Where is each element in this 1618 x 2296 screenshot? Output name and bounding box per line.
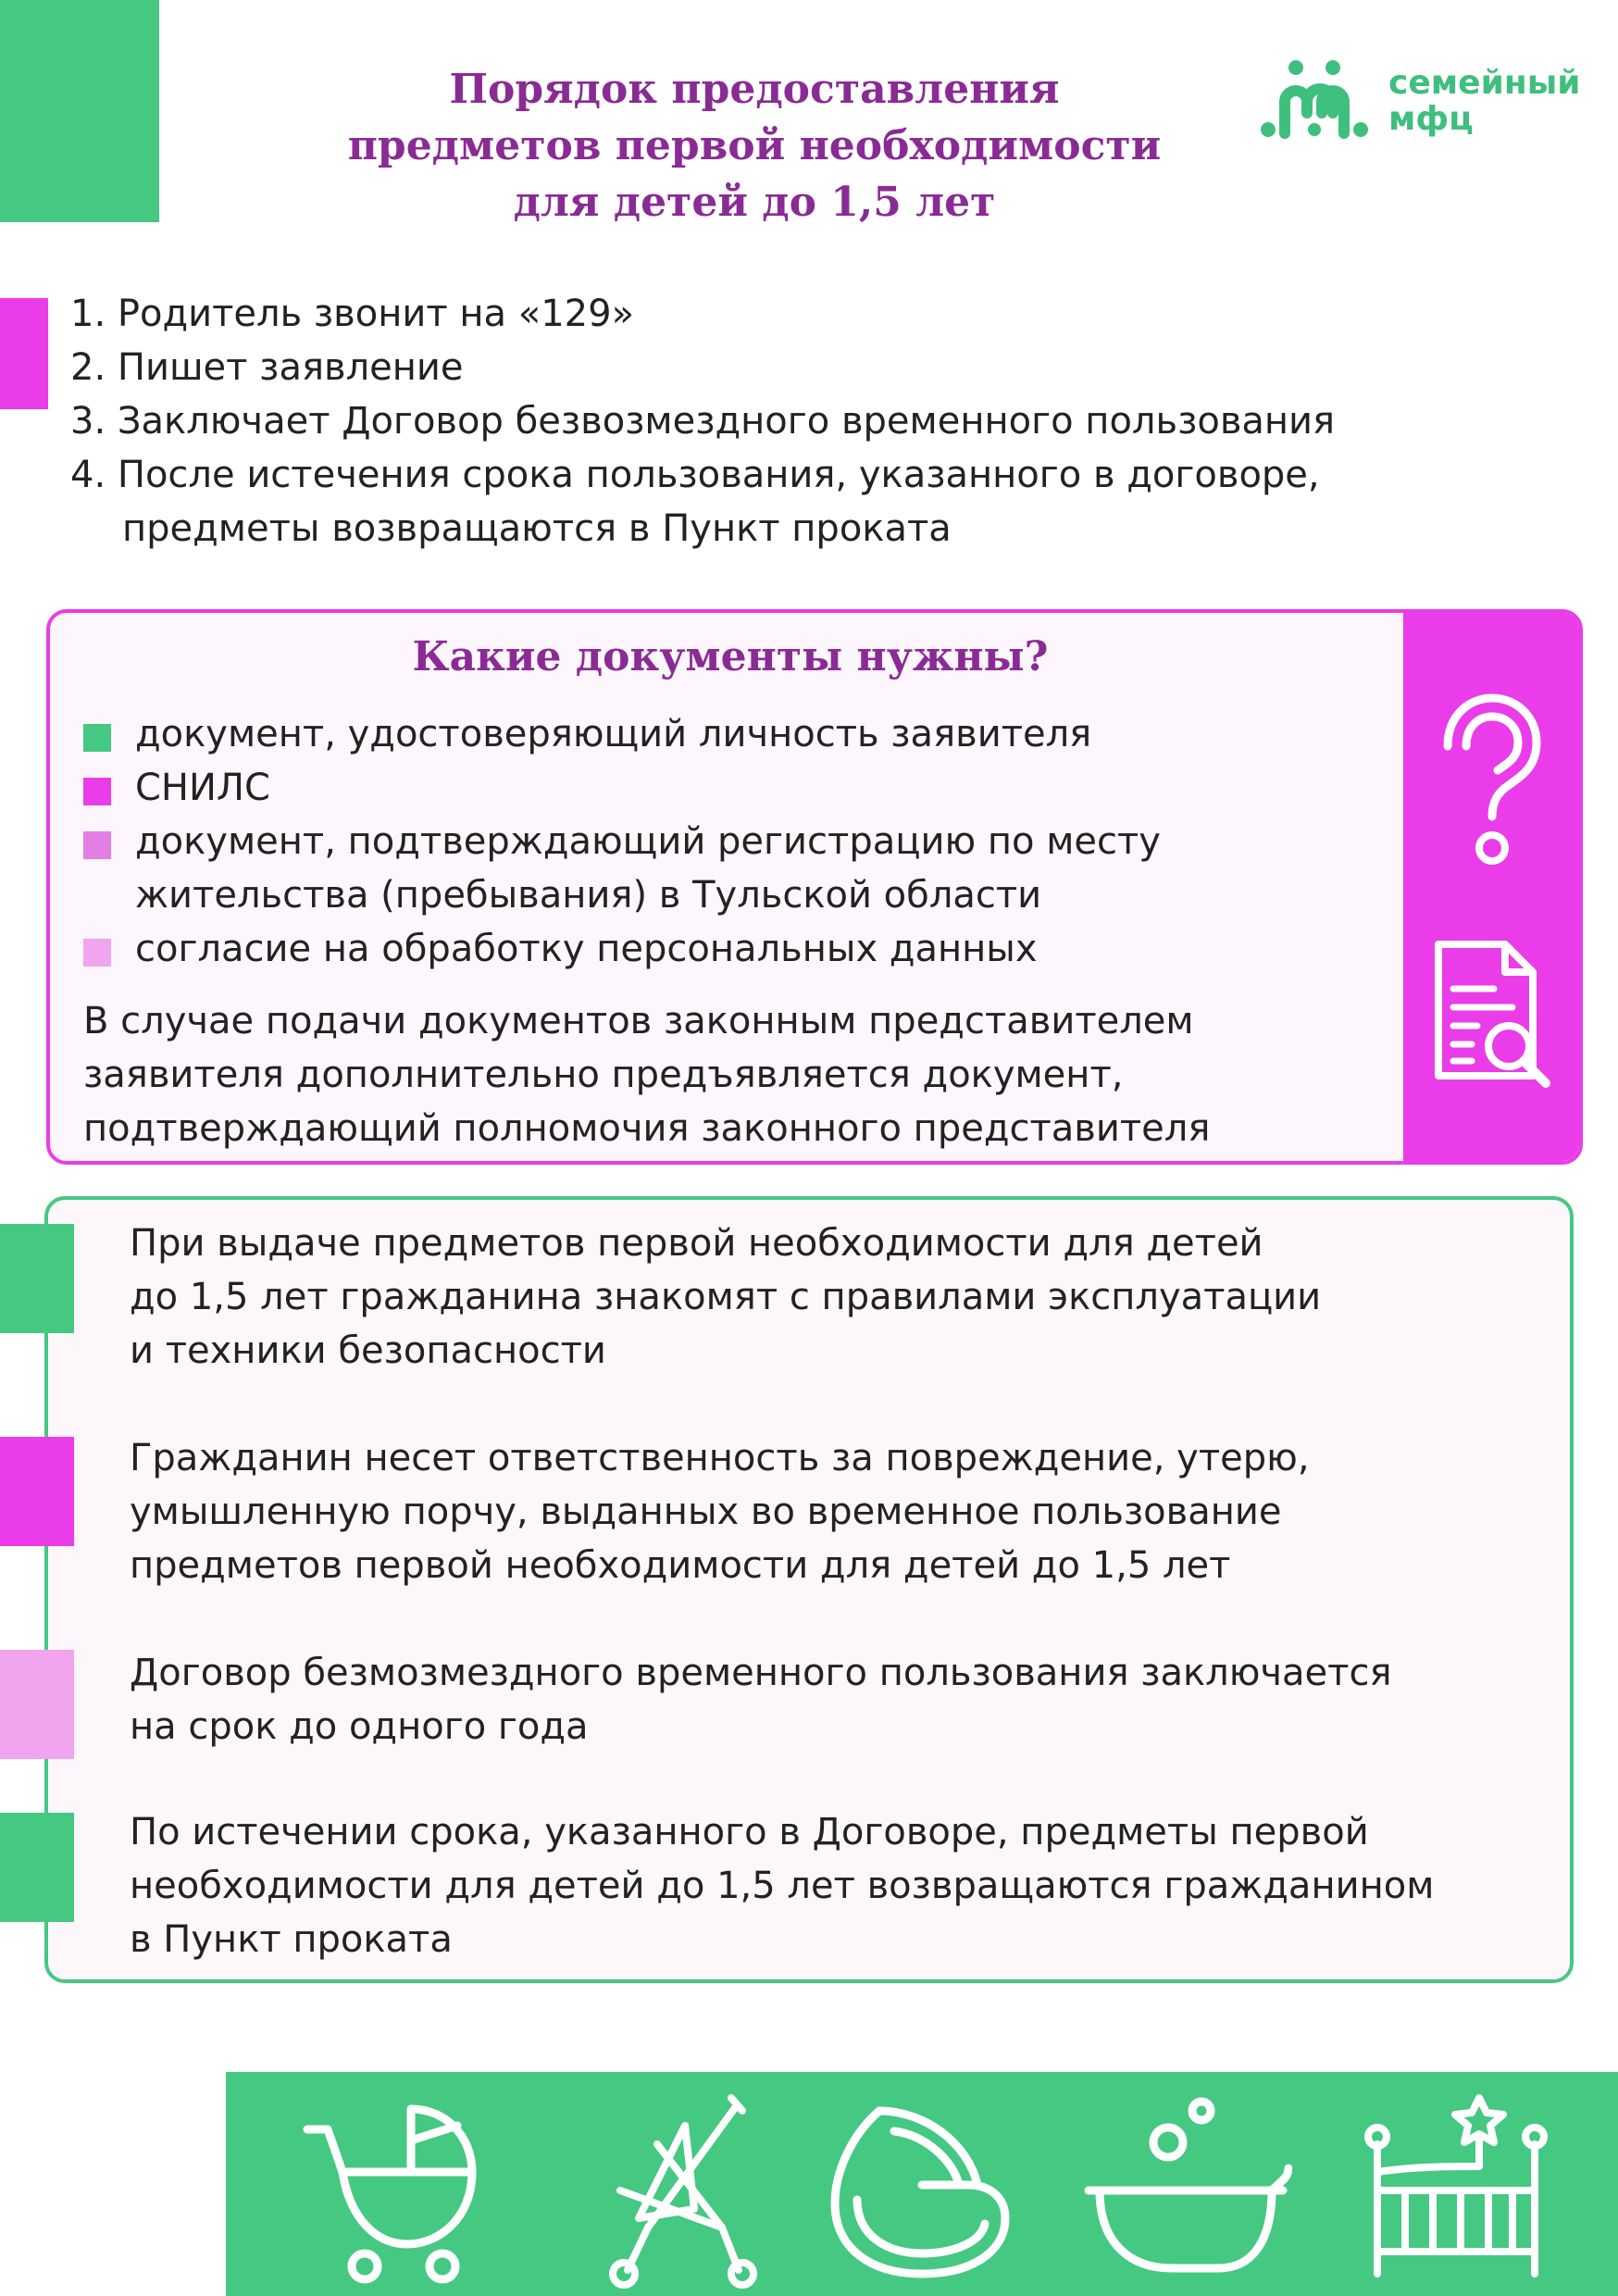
stroller-icon [583, 2089, 796, 2292]
documents-title: Какие документы нужны? [412, 633, 1049, 680]
steps-list [70, 287, 1335, 555]
rule-marker-magenta [0, 1437, 74, 1546]
rule-line: По истечении срока, указанного в Договоре, предметы первой [130, 1811, 1369, 1853]
rule-line: При выдаче предметов первой необходимости для детей [130, 1222, 1263, 1265]
car-seat-icon [815, 2089, 1027, 2292]
document-item-text: документ, удостоверяющий личность заявителя [135, 713, 1092, 755]
document-item [83, 707, 1161, 761]
document-search-icon [1429, 937, 1559, 1094]
note-line: подтверждающий полномочия законного представителя [83, 1107, 1211, 1150]
rule-marker-green [0, 1813, 74, 1922]
family-logo-icon [1259, 57, 1388, 150]
document-item-text: согласие на обработку персональных данных [135, 928, 1038, 970]
bullet-square-pink [83, 831, 111, 859]
logo-text-line-2: мфц [1388, 100, 1474, 138]
rule-marker-green [0, 1224, 74, 1333]
documents-note [83, 994, 1210, 1155]
rule-line: до 1,5 лет гражданина знакомят с правилами эксплуатации [130, 1276, 1322, 1318]
rule-paragraph [130, 1217, 1321, 1378]
corner-block-green [0, 0, 159, 222]
rule-line: в Пункт проката [130, 1918, 453, 1961]
step-item-continuation: предметы возвращаются в Пункт проката [122, 507, 952, 550]
step-item: 1. Родитель звонит на «129» [70, 293, 635, 335]
document-item [83, 922, 1161, 976]
title-line-2: предметов первой необходимости [347, 122, 1162, 169]
documents-panel [46, 609, 1583, 1165]
document-item [83, 761, 1161, 815]
rule-line: умышленную порчу, выданных во временное пользование [130, 1491, 1282, 1533]
rule-marker-light-pink [0, 1650, 74, 1759]
bullet-square-light-pink [83, 939, 111, 967]
question-mark-icon [1431, 689, 1551, 874]
step-item: 2. Пишет заявление [70, 346, 464, 389]
bullet-square-magenta [83, 778, 111, 805]
logo-text-line-1: семейный [1388, 64, 1581, 102]
step-marker-magenta [0, 298, 48, 409]
baby-carriage-icon [300, 2089, 513, 2292]
rule-line: необходимости для детей до 1,5 лет возвращаются гражданином [130, 1865, 1435, 1907]
step-item: 3. Заключает Договор безвозмездного временного пользования [70, 400, 1336, 443]
bullet-square-green [83, 724, 111, 752]
logo [1259, 57, 1592, 150]
note-line: В случае подачи документов законным представителем [83, 1000, 1194, 1042]
rule-line: Договор безмозмездного временного пользования заключается [130, 1652, 1392, 1694]
document-item [83, 815, 1161, 868]
crib-icon [1359, 2089, 1572, 2292]
document-item-text: жительства (пребывания) в Тульской области [135, 874, 1042, 917]
step-item: 4. После истечения срока пользования, указанного в договоре, [70, 454, 1320, 496]
rule-paragraph [130, 1431, 1310, 1592]
documents-list [83, 707, 1161, 976]
items-icons-band [226, 2072, 1618, 2296]
documents-side-panel [1403, 613, 1579, 1161]
document-item-continuation [83, 868, 1161, 922]
rules-panel [44, 1196, 1574, 1983]
baby-bath-icon [1079, 2089, 1292, 2292]
title-line-1: Порядок предоставления [449, 66, 1060, 113]
rule-line: и техники безопасности [130, 1329, 606, 1372]
document-item-text: СНИЛС [135, 767, 270, 809]
rule-line: предметов первой необходимости для детей до 1,5 лет [130, 1544, 1231, 1587]
rule-line: Гражданин несет ответственность за повреждение, утерю, [130, 1437, 1310, 1479]
document-item-text: документ, подтверждающий регистрацию по месту [135, 820, 1161, 863]
page-title [278, 61, 1231, 231]
rule-paragraph [130, 1646, 1392, 1753]
rule-paragraph [130, 1805, 1434, 1966]
title-line-3: для детей до 1,5 лет [513, 179, 996, 226]
rule-line: на срок до одного года [130, 1705, 589, 1748]
note-line: заявителя дополнительно предъявляется документ, [83, 1054, 1124, 1096]
